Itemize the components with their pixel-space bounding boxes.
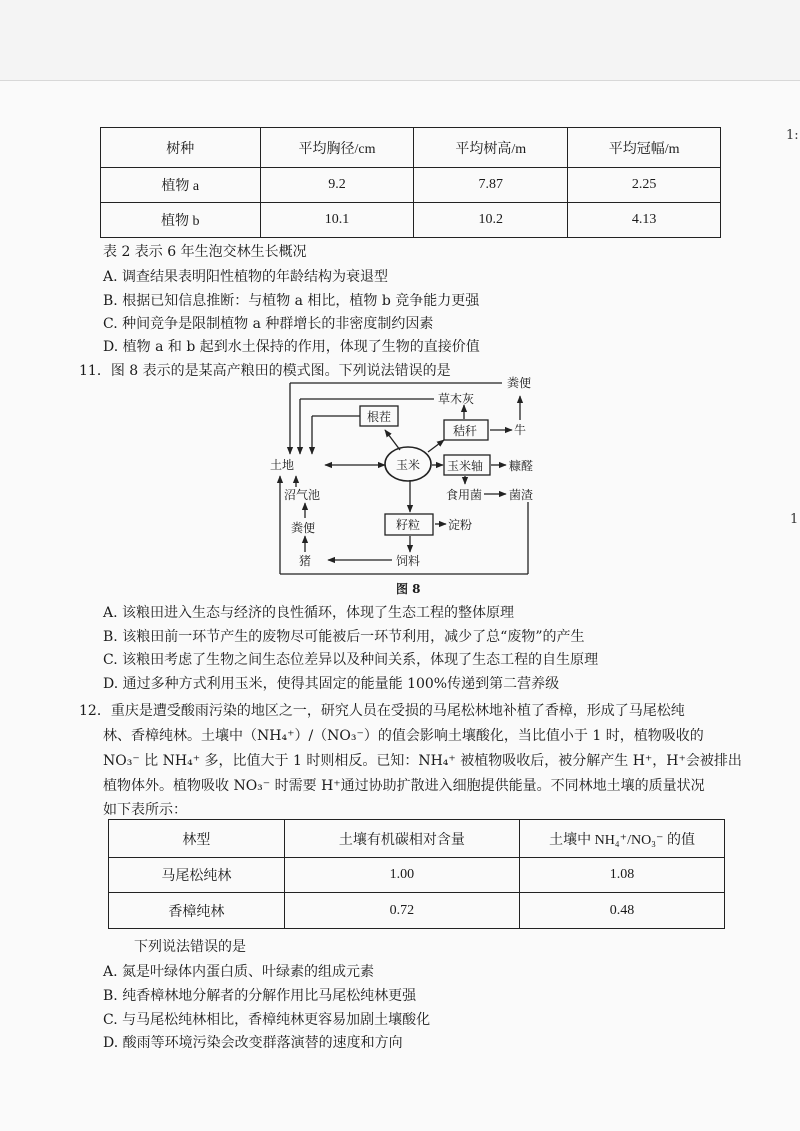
question-stem-line: NO₃⁻ 比 NH₄⁺ 多，比值大于 1 时则相反。已知：NH₄⁺ 被植物吸收后，被分解产生 H⁺，H⁺会被排出 [103, 753, 742, 769]
table-cell: 7.87 [414, 168, 568, 203]
option-a: A. 氮是叶绿体内蛋白质、叶绿素的组成元素 [103, 964, 375, 980]
soil-quality-table [108, 819, 725, 929]
table-row [109, 893, 725, 929]
option-d: D. 通过多种方式利用玉米，使得其固定的能量能 100%传递到第二营养级 [103, 676, 560, 692]
label-yumizhou: 玉米轴 [447, 459, 484, 473]
table-header-cell: 树种 [101, 128, 261, 168]
option-c: C. 该粮田考虑了生物之间生态位差异以及种间关系，体现了生态工程的自生原理 [103, 652, 599, 668]
label-niu: 牛 [514, 423, 527, 437]
table-cell: 马尾松纯林 [109, 858, 285, 893]
option-b: B. 该粮田前一环节产生的废物尽可能被后一环节利用，减少了总“废物”的产生 [103, 629, 585, 645]
label-genchai: 根茬 [367, 410, 392, 424]
field-model-diagram [250, 372, 580, 587]
option-a: A. 调查结果表明阳性植物的年龄结构为衰退型 [103, 269, 389, 285]
question-stem-line: 林、香樟纯林。土壤中（NH₄⁺）/（NO₃⁻）的值会影响土壤酸化，当比值小于 1 时，植物吸收的 [103, 728, 704, 744]
label-fenbian: 粪便 [507, 376, 532, 390]
table-header-cell: 土壤有机碳相对含量 [284, 820, 519, 858]
question-prompt: 下列说法错误的是 [134, 939, 246, 955]
table-cell: 植物 b [101, 203, 261, 238]
table-cell: 0.72 [284, 893, 519, 929]
table-cell: 植物 a [101, 168, 261, 203]
option-d: D. 酸雨等环境污染会改变群落演替的速度和方向 [103, 1035, 403, 1051]
arrow-line [428, 440, 444, 452]
table-row [101, 168, 721, 203]
label-junzha: 菌渣 [509, 488, 534, 502]
table-header-cell: 平均胸径/cm [260, 128, 414, 168]
table-row [101, 203, 721, 238]
label-kangquan: 糠醛 [509, 459, 534, 473]
question-stem: 11．图 8 表示的是某高产粮田的模式图。下列说法错误的是 [79, 363, 451, 379]
table-cell: 10.2 [414, 203, 568, 238]
label-tudi: 土地 [270, 458, 295, 472]
table-cell: 9.2 [260, 168, 414, 203]
table-cell: 4.13 [568, 203, 721, 238]
table-cell: 1.08 [520, 858, 725, 893]
label-shiyongjun: 食用菌 [446, 488, 483, 502]
option-a: A. 该粮田进入生态与经济的良性循环，体现了生态工程的整体原理 [103, 605, 515, 621]
label-zhu: 猪 [299, 554, 312, 568]
table-cell: 0.48 [520, 893, 725, 929]
arrow-line [385, 430, 400, 450]
table-header-cell: 平均冠幅/m [568, 128, 721, 168]
table-cell: 10.1 [260, 203, 414, 238]
label-siliao: 饲料 [396, 554, 421, 568]
option-c: C. 种间竞争是限制植物 a 种群增长的非密度制约因素 [103, 316, 434, 332]
label-zhaoqichi: 沼气池 [284, 488, 321, 502]
question-stem-line: 12．重庆是遭受酸雨污染的地区之一，研究人员在受损的马尾松林地补植了香樟，形成了马尾松纯 [79, 703, 685, 719]
table-header-row [101, 128, 721, 168]
table-caption: 表 2 表示 6 年生泡交林生长概况 [103, 244, 307, 260]
figure-caption: 图 8 [396, 582, 421, 596]
option-c: C. 与马尾松纯林相比，香樟纯林更容易加剧土壤酸化 [103, 1012, 431, 1028]
table-header-cell: 林型 [109, 820, 285, 858]
table-cell: 2.25 [568, 168, 721, 203]
table-header-row [109, 820, 725, 858]
table-header-cell: 平均树高/m [414, 128, 568, 168]
table-row [109, 858, 725, 893]
label-yumi: 玉米 [396, 458, 421, 472]
table-header-cell: 土壤中 NH₄⁺/NO₃⁻ 的值 [520, 820, 725, 858]
edge-mark: 1: [786, 128, 799, 143]
label-caomuhui: 草木灰 [438, 392, 475, 406]
label-fenbian-low: 粪便 [291, 521, 316, 535]
question-stem-line: 植物体外。植物吸收 NO₃⁻ 时需要 H⁺通过协助扩散进入细胞提供能量。不同林地土壤的质量状况 [103, 778, 705, 794]
option-d: D. 植物 a 和 b 起到水土保持的作用，体现了生物的直接价值 [103, 339, 480, 355]
option-b: B. 纯香樟林地分解者的分解作用比马尾松纯林更强 [103, 988, 417, 1004]
label-dianfen: 淀粉 [448, 518, 473, 532]
table-cell: 香樟纯林 [109, 893, 285, 929]
label-zili: 籽粒 [396, 518, 421, 532]
table-cell: 1.00 [284, 858, 519, 893]
edge-mark: 1 [790, 512, 799, 527]
label-jiegan: 秸秆 [453, 424, 478, 438]
question-stem-line: 如下表所示： [103, 802, 187, 818]
option-b: B. 根据已知信息推断：与植物 a 相比，植物 b 竞争能力更强 [103, 293, 480, 309]
tree-growth-table [100, 127, 721, 238]
